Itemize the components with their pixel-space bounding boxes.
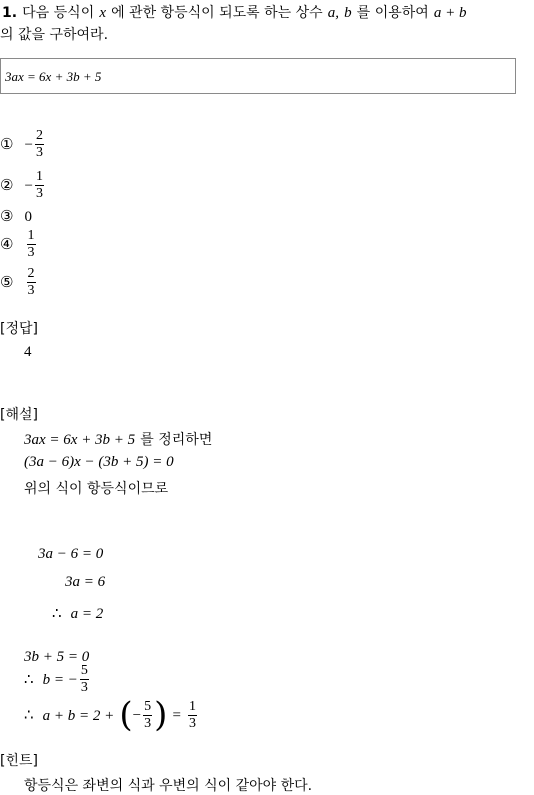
question-var-x: x — [99, 5, 106, 21]
choice-value: 0 — [24, 209, 33, 225]
solution-line-2: (3a − 6)x − (3b + 5) = 0 — [24, 454, 174, 470]
answer-value: 4 — [24, 344, 32, 360]
choice-denominator: 3 — [36, 145, 44, 160]
solution-step-2: 3a = 6 — [65, 574, 106, 590]
hint-label: [힌트] — [0, 753, 38, 769]
solution-text: 를 정리하면 — [140, 432, 213, 448]
choice-sign: − — [24, 137, 34, 153]
choice-denominator: 3 — [27, 283, 35, 298]
choice-denominator: 3 — [27, 245, 35, 260]
fraction-denominator: 3 — [189, 715, 197, 731]
question-var-a: a, — [327, 5, 340, 21]
question-line-2: 의 값을 구하여라. — [0, 27, 109, 43]
solution-math: b = − — [42, 672, 78, 688]
choice-marker: ④ — [0, 235, 14, 253]
left-paren: ( — [119, 695, 133, 735]
question-var-b: b — [344, 5, 352, 21]
therefore-symbol: ∴ — [24, 707, 34, 724]
choice-3[interactable] — [0, 206, 32, 226]
choice-numerator: 2 — [36, 128, 44, 143]
therefore-symbol: ∴ — [52, 606, 62, 622]
choice-denominator: 3 — [36, 186, 44, 201]
solution-step-4: 3b + 5 = 0 — [24, 649, 90, 665]
fraction-numerator: 5 — [80, 663, 88, 678]
question-text: 다음 등식이 — [22, 5, 95, 21]
solution-label: [해설] — [0, 407, 38, 423]
choice-2[interactable] — [0, 170, 46, 201]
solution-line-3: 위의 식이 항등식이므로 — [24, 481, 169, 497]
choice-5[interactable] — [0, 267, 38, 298]
fraction-denominator: 3 — [144, 715, 152, 731]
fraction-numerator: 5 — [144, 698, 152, 714]
choice-sign: − — [24, 178, 34, 194]
inner-sign: − — [132, 707, 142, 724]
question-expr: a + b — [433, 5, 467, 21]
equation-box-text: 3ax = 6x + 3b + 5 — [5, 69, 102, 84]
right-paren: ) — [154, 695, 168, 735]
fraction-denominator: 3 — [80, 680, 88, 695]
choice-marker: ⑤ — [0, 273, 14, 291]
choice-4[interactable] — [0, 229, 38, 260]
fraction-numerator: 1 — [189, 698, 197, 714]
question-number: 1. — [2, 5, 18, 21]
solution-line-1 — [24, 429, 212, 449]
solution-step-5 — [24, 664, 91, 695]
solution-step-6 — [24, 695, 199, 735]
solution-step-3 — [52, 603, 103, 623]
choice-1[interactable] — [0, 129, 46, 160]
choice-numerator: 2 — [27, 266, 35, 281]
hint-text: 항등식은 좌변의 식과 우변의 식이 같아야 한다. — [24, 778, 313, 794]
solution-math: a = 2 — [70, 606, 104, 622]
question-text: 를 이용하여 — [356, 5, 429, 21]
choice-marker: ② — [0, 176, 14, 194]
therefore-symbol: ∴ — [24, 672, 34, 688]
choice-marker: ① — [0, 135, 14, 153]
answer-label: [정답] — [0, 321, 38, 337]
choice-numerator: 1 — [36, 169, 44, 184]
solution-math: a + b = 2 + — [42, 707, 115, 724]
question-line-1 — [2, 2, 467, 22]
solution-math: 3ax = 6x + 3b + 5 — [24, 432, 136, 448]
equals-sign: = — [172, 707, 181, 724]
choice-numerator: 1 — [27, 228, 35, 243]
question-text: 에 관한 항등식이 되도록 하는 상수 — [111, 5, 323, 21]
solution-step-1: 3a − 6 = 0 — [38, 546, 104, 562]
choice-marker: ③ — [0, 207, 14, 225]
